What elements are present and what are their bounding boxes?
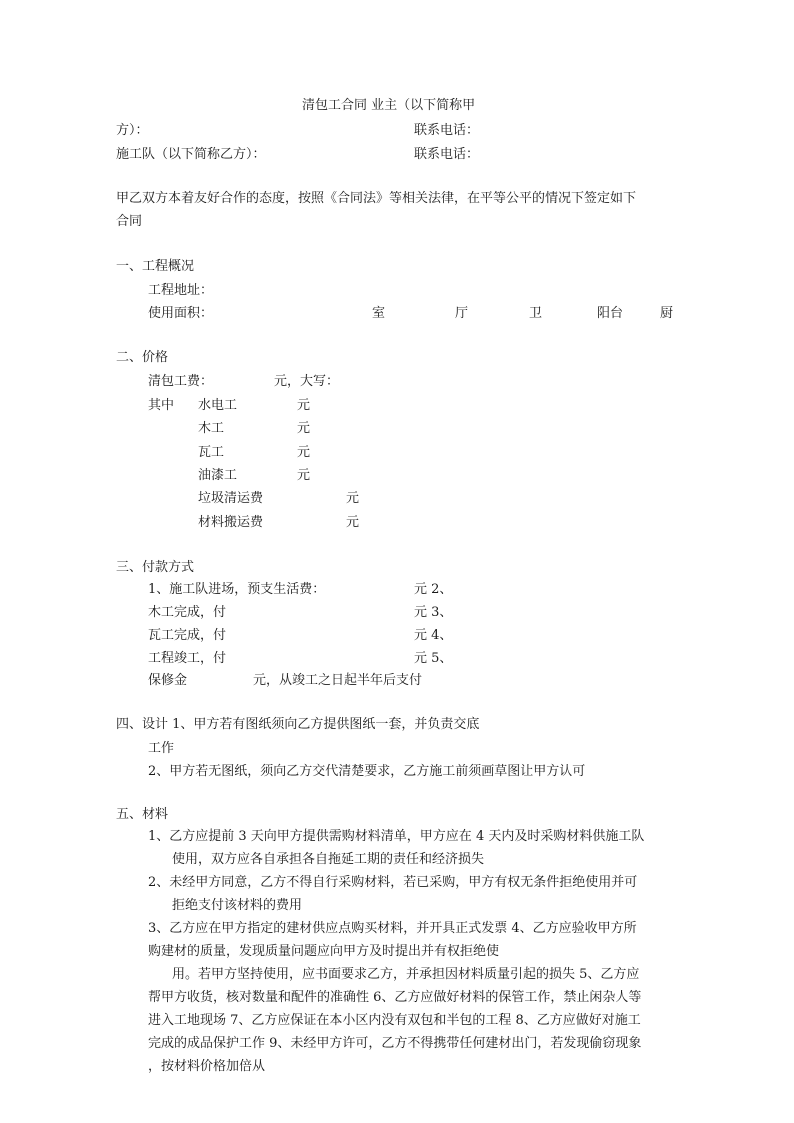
section-5-line: 用。若甲方坚持使用，应书面要求乙方，并承担因材料质量引起的损失 5、乙方应 xyxy=(172,967,640,982)
room-label: 室 xyxy=(372,306,386,321)
payment-row-label: 1、施工队进场，预支生活费： xyxy=(148,582,326,597)
section-2-heading: 二、价格 xyxy=(116,350,169,365)
owner-phone-label: 联系电话： xyxy=(414,123,480,138)
section-5-line: 3、乙方应在甲方指定的建材供应点购买材料，并开具正式发票 4、乙方应验收甲方所 xyxy=(148,921,637,936)
payment-row-unit: 元 4、 xyxy=(414,628,453,643)
price-item-unit: 元 xyxy=(297,468,311,483)
contract-title: 清包工合同 业主（以下简称甲 xyxy=(302,98,476,113)
room-label: 阳台 xyxy=(597,306,624,321)
section-3-heading: 三、付款方式 xyxy=(116,560,195,575)
price-item-unit: 元 xyxy=(297,445,311,460)
price-item-unit: 元 xyxy=(297,398,311,413)
payment-row-label: 木工完成，付 xyxy=(148,605,227,620)
team-phone-label: 联系电话： xyxy=(414,147,480,162)
room-label: 厅 xyxy=(455,306,469,321)
section-4-line-2: 工作 xyxy=(148,741,175,756)
room-label: 卫 xyxy=(529,306,543,321)
owner-label-continued: 方）： xyxy=(116,123,149,138)
price-item-unit: 元 xyxy=(346,515,360,530)
warranty-text: 元，从竣工之日起半年后支付 xyxy=(253,673,423,688)
price-item-name: 垃圾清运费 xyxy=(198,491,264,506)
area-label: 使用面积： xyxy=(148,306,214,321)
among-label: 其中 xyxy=(148,398,175,413)
section-5-line: 购建材的质量，发现质量问题应向甲方及时提出并有权拒绝使 xyxy=(148,944,500,959)
section-5-line: 拒绝支付该材料的费用 xyxy=(172,898,303,913)
total-fee-label: 清包工费： xyxy=(148,374,214,389)
warranty-label: 保修金 xyxy=(148,673,188,688)
section-4-line-3: 2、甲方若无图纸，须向乙方交代清楚要求，乙方施工前须画草图让甲方认可 xyxy=(148,764,586,779)
price-item-name: 木工 xyxy=(198,421,225,436)
section-1-heading: 一、工程概况 xyxy=(116,259,195,274)
section-4-line-1: 四、设计 1、甲方若有图纸须向乙方提供图纸一套，并负责交底 xyxy=(116,717,480,732)
price-item-unit: 元 xyxy=(297,421,311,436)
section-5-line: ，按材料价格加倍从 xyxy=(148,1059,266,1074)
payment-row-unit: 元 2、 xyxy=(414,582,453,597)
section-5-line: 使用，双方应各自承担各自拖延工期的责任和经济损失 xyxy=(172,852,485,867)
price-item-unit: 元 xyxy=(346,491,360,506)
payment-row-unit: 元 5、 xyxy=(414,651,453,666)
payment-row-label: 瓦工完成，付 xyxy=(148,628,227,643)
intro-line-2: 合同 xyxy=(116,214,143,229)
price-item-name: 瓦工 xyxy=(198,445,225,460)
address-label: 工程地址： xyxy=(148,283,214,298)
price-item-name: 水电工 xyxy=(198,398,238,413)
intro-line-1: 甲乙双方本着友好合作的态度，按照《合同法》等相关法律，在平等公平的情况下签定如下 xyxy=(116,191,637,206)
price-item-name: 油漆工 xyxy=(198,468,238,483)
section-5-line: 帮甲方收货，核对数量和配件的准确性 6、乙方应做好材料的保管工作，禁止闲杂人等 xyxy=(148,990,642,1005)
section-5-line: 完成的成品保护工作 9、未经甲方许可，乙方不得携带任何建材出门，若发现偷窃现象 xyxy=(148,1036,642,1051)
total-fee-unit: 元，大写： xyxy=(274,374,340,389)
section-5-line: 进入工地现场 7、乙方应保证在本小区内没有双包和半包的工程 8、乙方应做好对施工 xyxy=(148,1013,641,1028)
room-label: 厨 xyxy=(660,306,674,321)
section-5-line: 2、未经甲方同意，乙方不得自行采购材料，若已采购，甲方有权无条件拒绝使用并可 xyxy=(148,875,638,890)
section-5-heading: 五、材料 xyxy=(116,807,169,822)
team-label: 施工队（以下简称乙方）： xyxy=(116,147,266,162)
section-5-line: 1、乙方应提前 3 天向甲方提供需购材料清单，甲方应在 4 天内及时采购材料供施工队 xyxy=(148,829,645,844)
payment-row-unit: 元 3、 xyxy=(414,605,453,620)
payment-row-label: 工程竣工，付 xyxy=(148,651,227,666)
price-item-name: 材料搬运费 xyxy=(198,515,264,530)
